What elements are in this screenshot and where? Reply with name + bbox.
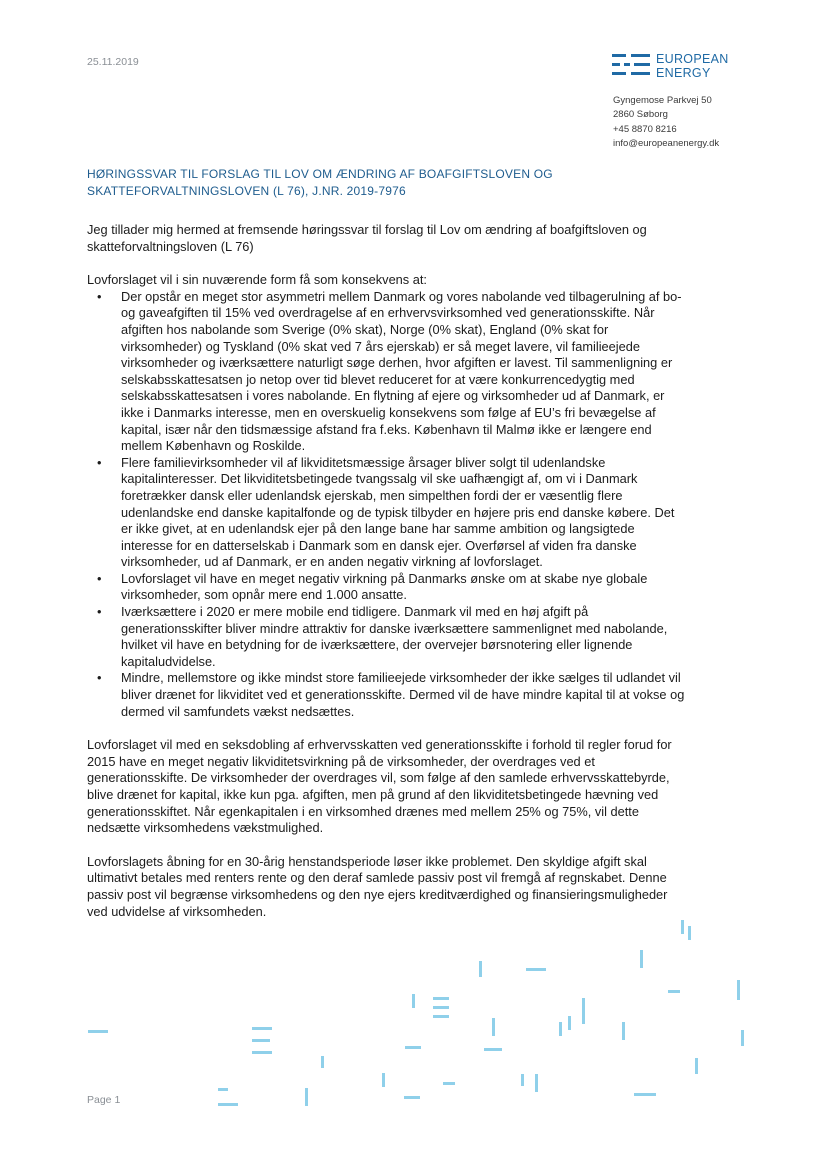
list-item: • Der opstår en meget stor asymmetri mellem Danmark og vores nabolande ved tilbagerulning af bo- og gaveafgiften til 15% ved overdragelse af en erhvervsvirksomhed ved generationsskifte. Når afgiften hos nabolande som Sverige (0% skat), Norge (0% skat), England (0% skat for virksomheder) og Tyskland (0% skat ved 7 års ejerskab) er så meget lavere, vil familieejede virksomheder og iværksættere naturligt søge derhen, hvor afgiften er lavest. Til sammenligning er selskabsskattesatsen jo netop over tid blevet reduceret for at være konkurrencedygtig med selskabsskattesatsen i vores nabolande. En flytning af ejere og virksomheder ud af Danmark, er ikke i Danmarks interesse, men en overskuelig konsekvens som følge af EU’s fri bevægelse af kapital, især når den tidsmæssige afstand fra f.eks. København til Malmø ikke er længere end mellem København og Roskilde. [121,289,687,455]
intro-paragraph: Jeg tillader mig hermed at fremsende høringssvar til forslag til Lov om ændring af boafgiftsloven og skatteforvaltningsloven (L 76) [87,222,647,254]
list-item: • Iværksættere i 2020 er mere mobile end tidligere. Danmark vil med en høj afgift på generationsskifter bliver mindre attraktiv for danske iværksættere sammenlignet med nabolande, hvilket vil have en betydning for de iværksættere, der overvejer børsnotering eller lignende kapitaludvidelse. [121,604,687,670]
body-paragraph: Lovforslagets åbning for en 30-årig henstandsperiode løser ikke problemet. Den skyldige afgift skal ultimativt betales med renters rente og den deraf samlede passiv post vil fremgå af regnskabet. Denne passiv post vil begrænse virksomhedens og den nye ejers kreditværdighed og finansieringsmuligheder ved udvidelse af virksomheden. [87,853,668,919]
lead-sentence: Lovforslaget vil i sin nuværende form få som konsekvens at: [87,272,427,288]
logo-text: EUROPEAN ENERGY [656,52,729,80]
page-number: Page 1 [87,1094,121,1106]
company-logo [612,52,752,82]
consequence-list [87,289,687,720]
list-item: • Mindre, mellemstore og ikke mindst store familieejede virksomheder der ikke sælges til udlandet vil bliver drænet for likviditet ved et generationsskifte. Dermed vil de have mindre kapital til at vokse og dermed vil samfundets vækst nedsættes. [121,670,687,720]
list-item: • Flere familievirksomheder vil af likviditetsmæssige årsager bliver solgt til udenlandske kapitalinteresser. Det likviditetsbetingede tvangssalg vil ske uafhængigt af, om vi i Danmark foretrækker dansk eller udenlandsk ejerskab, men simpelthen fordi der er væsentlig flere udenlandske end danske kapitalfonde og de typisk tilbyder en højere pris end danske købere. Det er ikke givet, at en udenlandsk ejer på den lange bane har samme ambition og langsigtede interesse for en datterselskab i Danmark som en dansk ejer. Overførsel af viden fra danske virksomheder, ud af Danmark, er en anden negativ virkning af lovforslaget. [121,455,687,571]
address-email: info@europeanenergy.dk [613,137,720,149]
address-city: 2860 Søborg [613,109,668,121]
document-date: 25.11.2019 [87,56,139,68]
document-body [87,222,687,937]
company-address [613,94,719,151]
logo-mark-icon [612,52,650,82]
address-street: Gyngemose Parkvej 50 [613,95,712,106]
body-paragraph: Lovforslaget vil med en seksdobling af erhvervsskatten ved generationsskifte i forhold til regler forud for 2015 have en meget negativ likviditetsvirkning på de virksomheder, der overdrages ved et generationsskifte. De virksomheder der overdrages vil, som følge af den samlede erhvervsskattebyrde, blive drænet for kapital, ikke kun pga. afgiften, men på grund af den likviditetsbetingede hævning ved generationsskiftet. Når egenkapitalen i en virksomhed drænes med mellem 25% og 75%, vil dette nedsætte virksomhedens vækstmulighed. [87,737,672,836]
address-phone: +45 8870 8216 [613,123,677,135]
document-title: HØRINGSSVAR TIL FORSLAG TIL LOV OM ÆNDRING AF BOAFGIFTSLOVEN OG SKATTEFORVALTNINGSLOVEN (L 76), J.NR. 2019-7976 [87,167,553,198]
list-item: • Lovforslaget vil have en meget negativ virkning på Danmarks ønske om at skabe nye globale virksomheder, som opnår mere end 1.000 ansatte. [121,571,687,604]
